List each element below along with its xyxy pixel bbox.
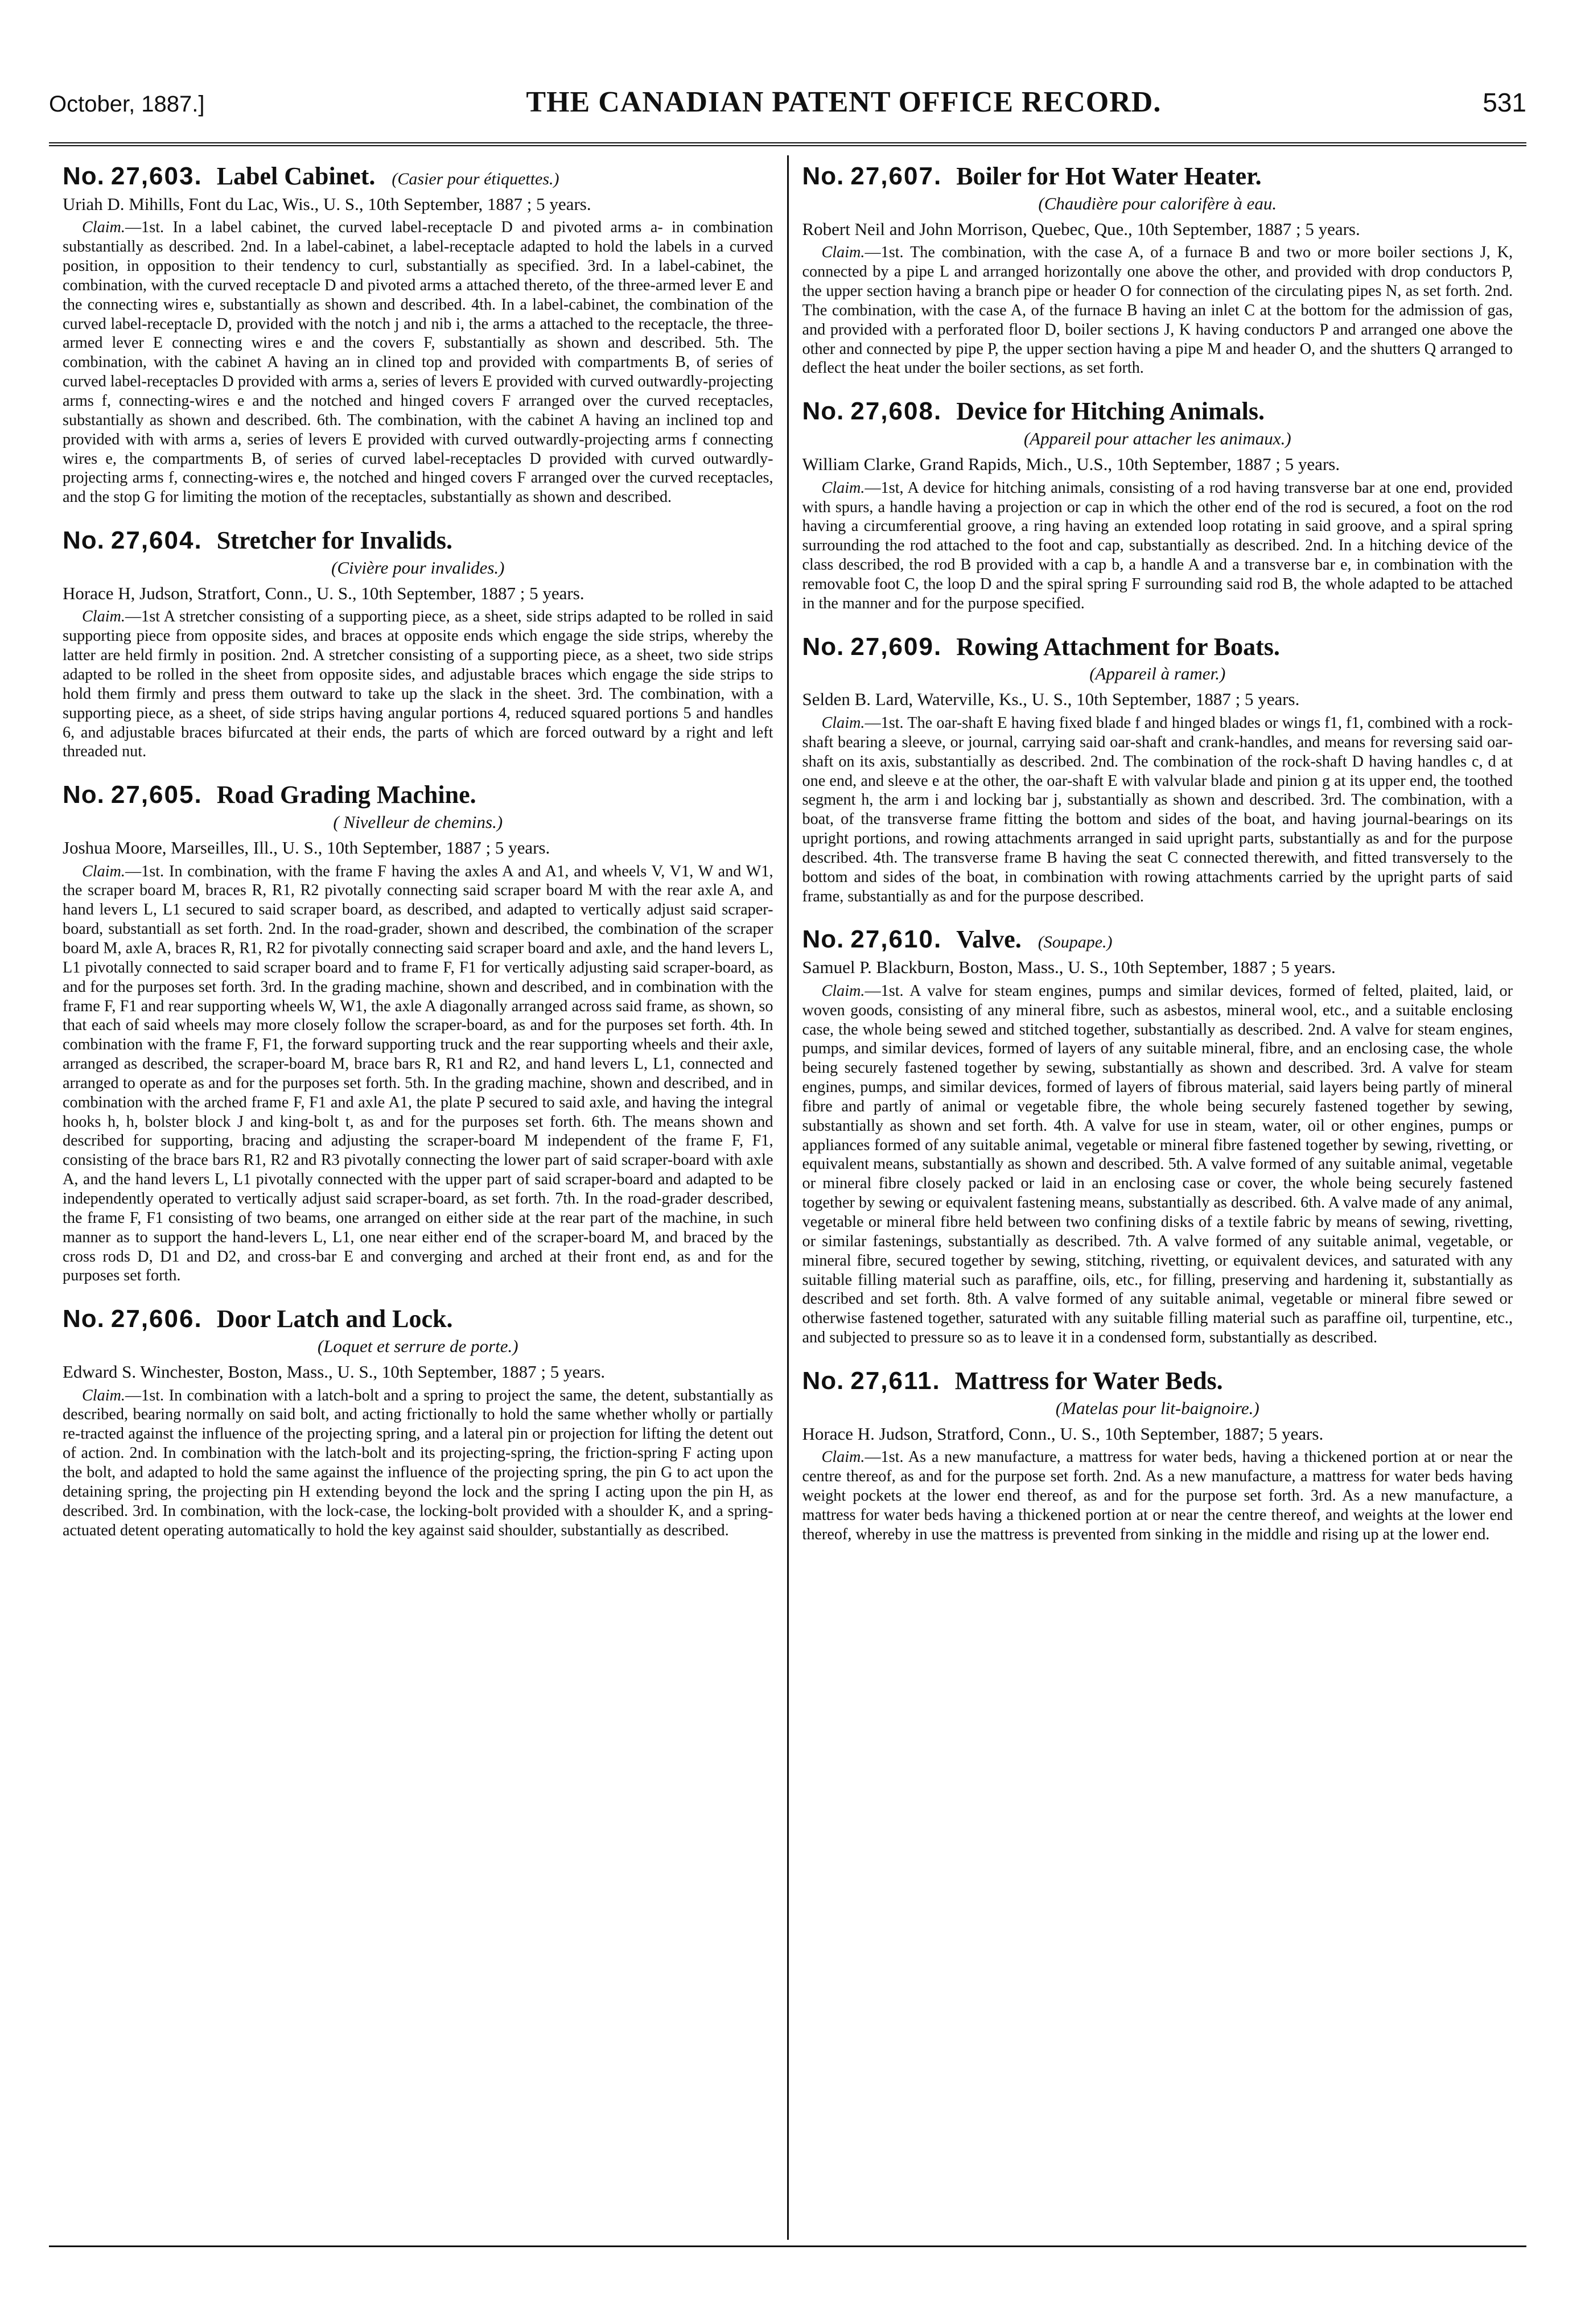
patent-claim — [63, 607, 773, 761]
claim-label: Claim. — [821, 1448, 865, 1466]
patent-entry-27604 — [63, 526, 773, 761]
patent-title: Road Grading Machine. — [216, 781, 476, 809]
patent-number: 27,609. — [850, 632, 942, 661]
page-frame — [49, 142, 1526, 2247]
patent-number: 27,603. — [110, 162, 203, 190]
claim-text: —1st. In combination with a latch-bolt and a spring to project the same, the detent, substantially as described, bearing normally on said bolt, and acting frictionally to hold the same whether wholly or partially re-tracted against the influence of the projecting spring, and a lateral pin or projection for lifting the detent out of action. 2nd. In combination with the latch-bolt and its projecting-spring, the friction-spring F acting upon the bolt, and adapted to hold the same against the influence of the projecting spring, the pin G to act upon the detaining spring, the projecting pin H extending beyond the lock and the spring I acting upon the pin H, as described. 3rd. In combination, with the lock-case, the locking-bolt provided with a shoulder K, and a spring-actuated detent operating automatically to hold the key against said shoulder, substantially as described. — [63, 1386, 773, 1539]
patent-entry-27606 — [63, 1305, 773, 1540]
claim-text: —1st, A device for hitching animals, consisting of a rod having transverse bar at one end, provided with spurs, a handle having a projection or cap in which the other end of the rod is secured, a foot on the rod having a circumferential groove, a ring having an extended loop rotating in said groove, and a spiral spring surrounding the rod attached to the foot and cap, substantially as described. 2nd. In a hitching device of the class described, the rod B provided with a cap b, a handle A and a transverse bar e, in combination with the removable foot C, the loop D and the spiral spring F surrounding said rod B, the whole adapted to be attached in the manner and for the purpose specified. — [802, 479, 1513, 612]
patent-no-label: No. — [63, 1305, 105, 1333]
patent-heading — [802, 397, 1513, 426]
patent-claim — [802, 1448, 1513, 1544]
patent-heading — [63, 781, 773, 810]
page-number: 531 — [1483, 88, 1526, 117]
patent-title: Mattress for Water Beds. — [954, 1366, 1223, 1395]
patent-heading — [802, 633, 1513, 662]
patent-claim — [802, 982, 1513, 1348]
patent-french-title: (Soupape.) — [1038, 933, 1113, 952]
claim-label: Claim. — [82, 1386, 125, 1404]
patent-inventor: William Clarke, Grand Rapids, Mich., U.S., 10th September, 1887 ; 5 years. — [802, 454, 1340, 474]
patent-no-label: No. — [63, 781, 105, 809]
patent-no-label: No. — [802, 162, 845, 190]
patent-claim — [802, 243, 1513, 378]
patent-number: 27,606. — [110, 1305, 203, 1333]
patent-french-title: (Chaudière pour calorifère à eau. — [1038, 193, 1277, 213]
patent-inventor: Horace H. Judson, Stratford, Conn., U. S., 10th September, 1887; 5 years. — [802, 1423, 1324, 1444]
patent-heading — [802, 1367, 1513, 1396]
claim-label: Claim. — [82, 608, 125, 626]
patent-no-label: No. — [63, 162, 105, 190]
patent-inventor: Horace H, Judson, Stratfort, Conn., U. S., 10th September, 1887 ; 5 years. — [63, 583, 584, 603]
claim-text: —1st A stretcher consisting of a supporting piece, as a sheet, side strips adapted to be rolled in said supporting piece from opposite sides, and braces at opposite ends which engage the side strips, whereby the latter are held firmly in position. 2nd. A stretcher consisting of a supporting piece, as a sheet, two side strips adapted to be rolled in the sheet from opposite sides, and adjustable braces which engage the side strips to hold them firmly and press them outward to take up the slack in the sheet. 3rd. The combination, with a supporting piece, as a sheet, of side strips having angular portions 4, reduced squared portions 5 and handles 6, and adjustable braces bifurcated at their ends, the parts of which are forced outward by a right and left threaded nut. — [63, 608, 773, 761]
patent-title: Door Latch and Lock. — [216, 1305, 453, 1333]
patent-heading — [63, 162, 773, 191]
claim-text: —1st. The oar-shaft E having fixed blade f and hinged blades or wings f1, f1, combined with a rock-shaft bearing a sleeve, or journal, carrying said oar-shaft and crank-handles, and means for reversing said oar-shaft on its axis, substantially as described. 2nd. The combination of the rock-shaft D having handles c, d at one end, and sleeve e at the other, the oar-shaft E with valvular blade and pinion g at its upper end, the toothed segment h, the arm i and locking bar j, substantially as shown and described. 3rd. The combination, with a boat, of the transverse frame fitting the bottom and sides of the boat, and having journal-bearings on its upright portions, and rowing attachments arranged in said upright parts, substantially as and for the purpose described. 4th. The transverse frame B having the seat C connected therewith, and fitted transversely to the bottom and sides of the boat, in combination with rowing attachments carried by the upright parts of said frame, substantially as and for the purpose described. — [802, 714, 1513, 905]
patent-heading — [802, 925, 1513, 954]
patent-claim — [63, 1386, 773, 1540]
patent-french-title: (Civière pour invalides.) — [331, 557, 505, 578]
patent-no-label: No. — [802, 632, 845, 661]
patent-inventor: Robert Neil and John Morrison, Quebec, Que., 10th September, 1887 ; 5 years. — [802, 219, 1360, 239]
claim-text: —1st. As a new manufacture, a mattress for water beds, having a thickened portion at or near the centre thereof, as and for the purpose set forth. 2nd. As a new manufacture, a mattress for water beds having weight pockets at the lower end thereof, as and for the purpose set forth. 3rd. As a new manufacture, a mattress for water beds having a thickened portion at or near the centre thereof, and weights at the lower end thereof, whereby in use the mattress is prevented from sinking in the middle and rising up at the lower end. — [802, 1448, 1513, 1543]
left-column — [49, 152, 787, 2240]
patent-entry-27609 — [802, 633, 1513, 906]
patent-claim — [63, 218, 773, 507]
patent-no-label: No. — [802, 925, 845, 954]
patent-inventor: Uriah D. Mihills, Font du Lac, Wis., U. S., 10th September, 1887 ; 5 years. — [63, 193, 591, 214]
patent-claim — [802, 714, 1513, 906]
patent-no-label: No. — [802, 1366, 845, 1395]
patent-number: 27,605. — [110, 781, 203, 809]
patent-french-title: (Casier pour étiquettes.) — [392, 170, 559, 188]
claim-label: Claim. — [821, 479, 865, 497]
patent-french-title: (Matelas pour lit-baignoire.) — [1055, 1398, 1259, 1418]
patent-french-title: (Appareil pour attacher les animaux.) — [1023, 428, 1291, 448]
patent-number: 27,611. — [850, 1366, 941, 1395]
patent-heading — [63, 526, 773, 555]
patent-no-label: No. — [802, 397, 845, 426]
claim-text: —1st. In combination, with the frame F having the axles A and A1, and wheels V, V1, W and W1, the scraper board M, braces R, R1, R2 pivotally connecting said scraper board M with the rear axle A, and hand levers L, L1 secured to said scraper board, as described, and adapted to vertically adjust said scraper-board, substantiall as set forth. 2nd. In the road-grader, shown and described, the combination of the scraper board M, axle A, braces R, R1, R2 for pivotally connecting said scraper board and axle, and the hand levers L, L1 pivotally connected to said scraper board and to frame F, F1 for vertically adjusting said scraper-board, as and for the purposes set forth. 3rd. In the grading machine, shown and described, and in combination with the frame F, F1 and rear supporting wheels W, W1, the axle A diagonally arranged across said frame, as shown, so that each of said wheels may more closely follow the scraper-board, as and for the purposes set forth. 4th. In combination with the frame F, F1, the forward supporting truck and the rear supporting wheels and their axle, arranged as described, the scraper-board M, brace bars R, R1 and R2, and hand levers L, L1, connected and arranged to operate as and for the purposes set forth. 5th. In the grading machine, shown and described, and in combination with the arched frame F, F1 and axle A1, the plate P secured to said axle, and having the integral hooks h, h, bolster block J and king-bolt t, as and for the purposes set forth. 6th. The means shown and described for supporting, bracing and adjusting the scraper-board M independent of the frame F, F1, consisting of the brace bars R1, R2 and R3 pivotally connecting the lower part of said scraper-board with axle A, and the hand levers L, L1 pivotally connected with the upper part of said scraper-board and adapted to be independently operated to vertically adjust said scraper-board, as set forth. 7th. In the road-grader described, the frame F, F1 consisting of two beams, one arranged on either side at the rear part of the machine, in such manner as to support the hand-levers L, L1, one near either end of the scraper-board M, and braced by the cross rods D, D1 and D2, and cross-bar E and converging and arched at their front end, as and for the purposes set forth. — [63, 862, 773, 1285]
patent-number: 27,604. — [110, 526, 203, 555]
claim-label: Claim. — [82, 219, 125, 237]
columns — [49, 152, 1526, 2240]
patent-heading — [63, 1305, 773, 1334]
patent-inventor: Joshua Moore, Marseilles, Ill., U. S., 10th September, 1887 ; 5 years. — [63, 837, 550, 858]
patent-french-title: (Appareil à ramer.) — [1089, 664, 1226, 684]
claim-text: —1st. A valve for steam engines, pumps and similar devices, formed of felted, plaited, laid, or woven goods, consisting of any mineral fibre, such as asbestos, mineral wool, etc., and a suitable enclosing case, the whole being sewed and stitched together, substantially as described. 2nd. A valve for steam engines, pumps, and similar devices, formed of layers of any suitable mineral, fibre, and an enclosing case, the whole being securely fastened together by sewing, substantially as shown and described. 3rd. A valve for steam engines, pumps, and similar devices, formed of layers of fibrous material, said layers being partly of mineral fibre and partly of animal or vegetable fibre, the whole being securely fastened together by sewing, substantially as shown and set forth. 4th. A valve for use in steam, water, oil or other engines, pumps or appliances formed of any suitable animal, vegetable or mineral fibre fastened together by sewing, rivetting, or equivalent means, substantially as shown and described. 5th. A valve formed of any suitable animal, vegetable or mineral fibre closely packed or laid in an enclosing case or cover, the whole being securely fastened together by sewing or equivalent fastening means, substantially as described. 6th. A valve made of any animal, vegetable or mineral fibre held between two confining disks of a textile fabric by means of sewing, rivetting, or similar fastenings, substantially as described. 7th. A valve formed of any suitable animal, vegetable, or mineral fibre, secured together by sewing, stitching, rivetting, or equivalent devices, and saturated with any suitable filling material such as paraffine, oils, etc., for filling, preserving and hardening it, substantially as described and set forth. 8th. A valve formed of any suitable animal, vegetable or mineral fibre sewed or otherwise fastened together, saturated with any suitable filling material such as paraffine oil, turpentine, etc., and subjected to pressure so as to leave it in a condensed form, substantially as described. — [802, 982, 1513, 1347]
patent-title: Device for Hitching Animals. — [956, 397, 1265, 426]
claim-label: Claim. — [82, 862, 125, 880]
journal-title: THE CANADIAN PATENT OFFICE RECORD. — [526, 86, 1162, 118]
patent-inventor: Edward S. Winchester, Boston, Mass., U. S., 10th September, 1887 ; 5 years. — [63, 1361, 606, 1382]
patent-entry-27603 — [63, 162, 773, 507]
patent-claim — [802, 479, 1513, 613]
patent-title: Boiler for Hot Water Heater. — [956, 162, 1262, 190]
patent-title: Valve. — [956, 925, 1022, 954]
claim-label: Claim. — [821, 244, 865, 262]
patent-title: Stretcher for Invalids. — [216, 526, 453, 555]
patent-no-label: No. — [63, 526, 105, 555]
patent-heading — [802, 162, 1513, 191]
right-column — [789, 152, 1527, 2240]
patent-entry-27610 — [802, 925, 1513, 1347]
patent-inventor: Selden B. Lard, Waterville, Ks., U. S., 10th September, 1887 ; 5 years. — [802, 689, 1300, 710]
patent-entry-27608 — [802, 397, 1513, 613]
patent-number: 27,608. — [850, 397, 942, 426]
issue-date: October, 1887.] — [49, 92, 205, 117]
patent-french-title: ( Nivelleur de chemins.) — [333, 811, 503, 832]
patent-french-title: (Loquet et serrure de porte.) — [317, 1336, 518, 1356]
claim-label: Claim. — [821, 982, 865, 1000]
patent-title: Rowing Attachment for Boats. — [956, 632, 1280, 661]
claim-text: —1st. The combination, with the case A, of a furnace B and two or more boiler sections J, K, connected by a pipe L and arranged horizontally one above the other, and provided with drop conductors P, the upper section having a branch pipe or header O for connection of the circulating pipes N, as set forth. 2nd. The combination, with the case A, of the furnace B having an inlet C at the bottom for the admission of gas, and provided with a perforated floor D, boiler sections J, K having conductors P and arranged one above the other and connected by pipe P, the upper section having a pipe M and header O, and the shutters Q arranged to deflect the heat under the boiler sections, as set forth. — [802, 244, 1513, 377]
patent-entry-27605 — [63, 781, 773, 1285]
running-header — [49, 85, 1526, 125]
claim-label: Claim. — [821, 714, 865, 732]
claim-text: —1st. In a label cabinet, the curved label-receptacle D and pivoted arms a- in combination substantially as described. 2nd. In a label-cabinet, a label-receptacle adapted to hold the labels in a curved position, in opposition to their tendency to curl, substantially as specified. 3rd. In a label-cabinet, the combination, with the curved receptacle D and pivoted arms a attached thereto, of the three-armed lever E and the connecting wires e, substantially as shown and described. 4th. In a label-cabinet, the combination of the curved label-receptacle D, provided with the notch j and nib i, the arms a attached to the receptacle, the three-armed lever E connecting wires e and the covers F, substantially as shown and described. 5th. The combination, with the cabinet A having an in clined top and provided with compartments B, of series of curved label-receptacles D provided with arms a, series of levers E provided with curved outwardly-projecting arms f, connecting-wires e and the notched and hinged covers F arranged over the curved receptacles, substantially as shown and described. 6th. The combination, with the cabinet A having an inclined top and provided with with arms a, series of levers E provided with curved outwardly-projecting arms f connecting wires e, the compartments B, of series of curved label-receptacles D provided with curved outwardly-projecting arms f, connecting-wires e, the notched and hinged covers F arranged over the curved receptacles, and the stop G for limiting the motion of the receptacles, substantially as shown and described. — [63, 219, 773, 506]
patent-entry-27607 — [802, 162, 1513, 378]
patent-number: 27,607. — [850, 162, 942, 190]
patent-title: Label Cabinet. — [216, 162, 376, 190]
patent-entry-27611 — [802, 1367, 1513, 1544]
patent-number: 27,610. — [850, 925, 942, 954]
patent-claim — [63, 862, 773, 1286]
patent-inventor: Samuel P. Blackburn, Boston, Mass., U. S., 10th September, 1887 ; 5 years. — [802, 957, 1336, 978]
